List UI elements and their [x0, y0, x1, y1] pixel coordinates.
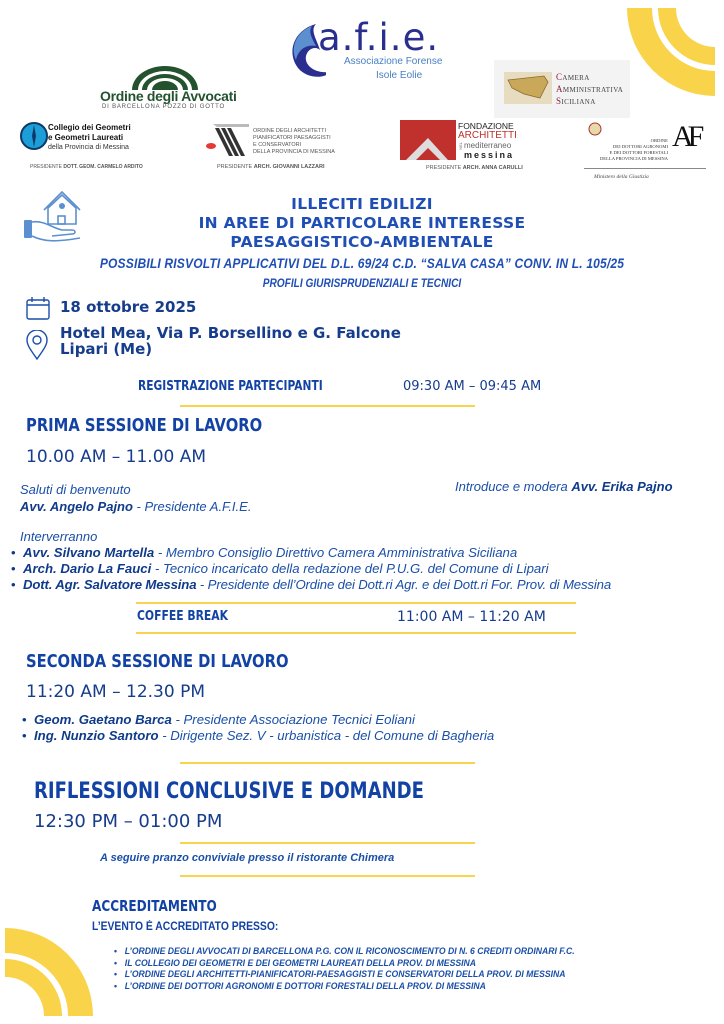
- list-item: • L’ORDINE DEI DOTTORI AGRONOMI E DOTTORI FORESTALI DELLA PROV. DI MESSINA: [114, 981, 575, 993]
- camera-initial-s: S: [556, 96, 562, 106]
- list-item: [11, 561, 611, 577]
- president-label: PRESIDENTE: [426, 165, 462, 171]
- title-line2: IN AREE DI PARTICOLARE INTERESSE: [198, 214, 526, 232]
- president-name: ARCH. GIOVANNI LAZZARI: [253, 164, 325, 170]
- agronomi-line3: E DEI DOTTORI FORESTALI: [609, 150, 668, 155]
- geometri-line1: Collegio dei Geometri: [48, 123, 131, 132]
- compass-emblem-icon: [20, 122, 48, 150]
- camera-line3-rest: ICILIANA: [561, 98, 596, 106]
- arch-emblem-icon: [130, 64, 200, 90]
- accreditation-subtitle: L’EVENTO È ACCREDITATO PRESSO:: [92, 921, 279, 933]
- divider: [180, 762, 475, 764]
- divider: [136, 602, 576, 604]
- location-pin-icon: [26, 330, 48, 360]
- architetti-president: [217, 164, 324, 170]
- president-label: PRESIDENTE: [30, 164, 62, 170]
- ordine-avvocati-subtitle: DI BARCELLONA POZZO DI GOTTO: [102, 104, 225, 110]
- event-title: [0, 195, 724, 252]
- moderator-label: Introduce e modera: [455, 479, 572, 494]
- moderator-name: Avv. Erika Pajno: [571, 479, 673, 494]
- divider: [584, 168, 706, 169]
- camera-line2: [556, 84, 623, 94]
- session1-title: PRIMA SESSIONE DI LAVORO: [26, 415, 263, 436]
- speaker-name: Arch. Dario La Fauci: [23, 561, 152, 576]
- fondazione-architetti-logo: [400, 120, 530, 176]
- afie-logo: [286, 16, 443, 82]
- speaker-name: Geom. Gaetano Barca: [34, 712, 172, 727]
- session3-title: RIFLESSIONI CONCLUSIVE E DOMANDE: [34, 779, 424, 804]
- afie-logo-text: a.f.i.e.: [318, 16, 440, 59]
- divider: [180, 842, 475, 844]
- session3-time: 12:30 PM – 01:00 PM: [34, 811, 223, 832]
- list-item: [11, 545, 611, 561]
- divider: [180, 875, 475, 877]
- fondazione-president: [426, 165, 523, 171]
- event-date: 18 ottobre 2025: [60, 298, 197, 316]
- geometri-president: [30, 164, 143, 170]
- architetti-line2: PIANIFICATORI PAESAGGISTI: [253, 135, 331, 141]
- speaker-role: - Presidente A.F.I.E.: [132, 499, 252, 514]
- divider: [136, 632, 576, 634]
- agronomi-mark: AF: [672, 120, 699, 153]
- agronomi-line4: DELLA PROVINCIA DI MESSINA: [599, 156, 668, 161]
- agronomi-line2: DEI DOTTORI AGRONOMI: [612, 144, 668, 149]
- speaker-name: Avv. Angelo Pajno: [20, 499, 133, 514]
- speaker-role: - Tecnico incaricato della redazione del P.U.G. del Comune di Lipari: [151, 561, 549, 576]
- collegio-geometri-logo: [18, 120, 143, 176]
- ordine-avvocati-title: Ordine degli Avvocati: [100, 88, 237, 104]
- list-item: [22, 712, 494, 728]
- registration-label: REGISTRAZIONE PARTECIPANTI: [138, 379, 323, 394]
- geometri-line3: della Provincia di Messina: [48, 144, 129, 151]
- list-item: [11, 577, 611, 593]
- title-line1: ILLECITI EDILIZI: [291, 195, 433, 213]
- event-subtitle: POSSIBILI RISVOLTI APPLICATIVI DEL D.L. 69/24 C.D. “SALVA CASA” CONV. IN L. 105/25: [99, 255, 625, 271]
- camera-line1: [556, 72, 590, 82]
- ordine-agronomi-logo: [580, 120, 710, 186]
- session2-speakers: [22, 712, 494, 744]
- camera-initial-c: C: [556, 72, 563, 82]
- architetti-line4: DELLA PROVINCIA DI MESSINA: [253, 149, 335, 155]
- event-location-line1: Hotel Mea, Via P. Borsellino e G. Falcone: [60, 324, 401, 342]
- list-item: [22, 728, 494, 744]
- camera-amministrativa-logo: [494, 60, 630, 118]
- divider: [180, 405, 475, 407]
- speaker-name: Dott. Agr. Salvatore Messina: [23, 577, 197, 592]
- decorative-arc-bottom-left: [0, 900, 110, 1024]
- fondazione-emblem-icon: [400, 120, 456, 160]
- welcome-label: Saluti di benvenuto: [20, 482, 131, 497]
- session2-time: 11:20 AM – 12.30 PM: [26, 682, 205, 702]
- event-subtitle-2: PROFILI GIURISPRUDENZIALI E TECNICI: [262, 278, 462, 290]
- architetti-line1: ORDINE DEGLI ARCHITETTI: [253, 128, 327, 134]
- calendar-icon: [26, 296, 50, 320]
- speaker-role: - Dirigente Sez. V - urbanistica - del Comune di Bagheria: [158, 728, 495, 743]
- fondazione-nel: NEL: [458, 142, 463, 150]
- camera-line3: [556, 96, 596, 106]
- fondazione-line2: ARCHITETTI: [458, 130, 517, 141]
- registration-time: 09:30 AM – 09:45 AM: [403, 379, 542, 394]
- speaker-role: - Presidente Associazione Tecnici Eoliani: [171, 712, 415, 727]
- speaker-name: Avv. Silvano Martella: [23, 545, 155, 560]
- camera-initial-a: A: [556, 84, 563, 94]
- session2-title: SECONDA SESSIONE DI LAVORO: [26, 651, 289, 672]
- moderator: [455, 479, 673, 494]
- list-item: • L’ORDINE DEGLI AVVOCATI DI BARCELLONA P.G. CON IL RICONOSCIMENTO DI N. 6 CREDITI ORDINARI F.C.: [114, 946, 575, 958]
- camera-line1-rest: AMERA: [562, 74, 590, 82]
- speaker-role: - Membro Consiglio Direttivo Camera Amministrativa Siciliana: [154, 545, 518, 560]
- ministry-label: Ministero della Giustizia: [594, 174, 649, 180]
- president-label: PRESIDENTE: [217, 164, 253, 170]
- president-name: DOTT. GEOM. CARMELO ARDITO: [63, 164, 143, 170]
- republic-emblem-icon: [588, 122, 602, 136]
- speaker-name: Ing. Nunzio Santoro: [34, 728, 159, 743]
- ordine-avvocati-logo: [100, 62, 237, 112]
- architetti-line3: E CONSERVATORI: [253, 142, 302, 148]
- event-location-line2: Lipari (Me): [60, 340, 153, 358]
- speakers-label: Interverranno: [20, 529, 98, 544]
- fondazione-line1: FONDAZIONE: [458, 121, 514, 131]
- geometri-line2: e Geometri Laureati: [48, 133, 124, 142]
- ordine-architetti-logo: [205, 122, 355, 174]
- list-item: • IL COLLEGIO DEI GEOMETRI E DEI GEOMETRI LAUREATI DELLA PROV. DI MESSINA: [114, 958, 575, 970]
- camera-line2-rest: MMINISTRATIVA: [562, 86, 624, 94]
- session1-speakers: [11, 545, 611, 593]
- architetti-emblem-icon: [205, 122, 251, 158]
- speaker-role: - Presidente dell’Ordine dei Dott.ri Agr. e dei Dott.ri For. Prov. di Messina: [196, 577, 612, 592]
- title-line3: PAESAGGISTICO-AMBIENTALE: [230, 233, 494, 251]
- sicily-map-icon: [504, 72, 552, 104]
- agronomi-line1: ORDINE: [650, 138, 668, 143]
- list-item: • L’ORDINE DEGLI ARCHITETTI-PIANIFICATORI-PAESAGGISTI E CONSERVATORI DELLA PROV. DI MESSINA: [114, 969, 575, 981]
- president-name: ARCH. ANNA CARULLI: [462, 165, 523, 171]
- fondazione-line3: mediterraneo: [464, 141, 512, 150]
- accreditation-list: [114, 946, 575, 992]
- welcome-speaker: [20, 499, 251, 514]
- accreditation-title: ACCREDITAMENTO: [92, 897, 217, 915]
- lunch-note: A seguire pranzo conviviale presso il ristorante Chimera: [100, 852, 395, 864]
- afie-logo-line1: Associazione Forense: [344, 56, 443, 67]
- coffee-break-time: 11:00 AM – 11:20 AM: [397, 609, 546, 625]
- session1-time: 10.00 AM – 11.00 AM: [26, 447, 207, 467]
- coffee-break-label: COFFEE BREAK: [137, 608, 229, 624]
- afie-logo-line2: Isole Eolie: [376, 70, 423, 81]
- fondazione-line4: messina: [464, 150, 515, 160]
